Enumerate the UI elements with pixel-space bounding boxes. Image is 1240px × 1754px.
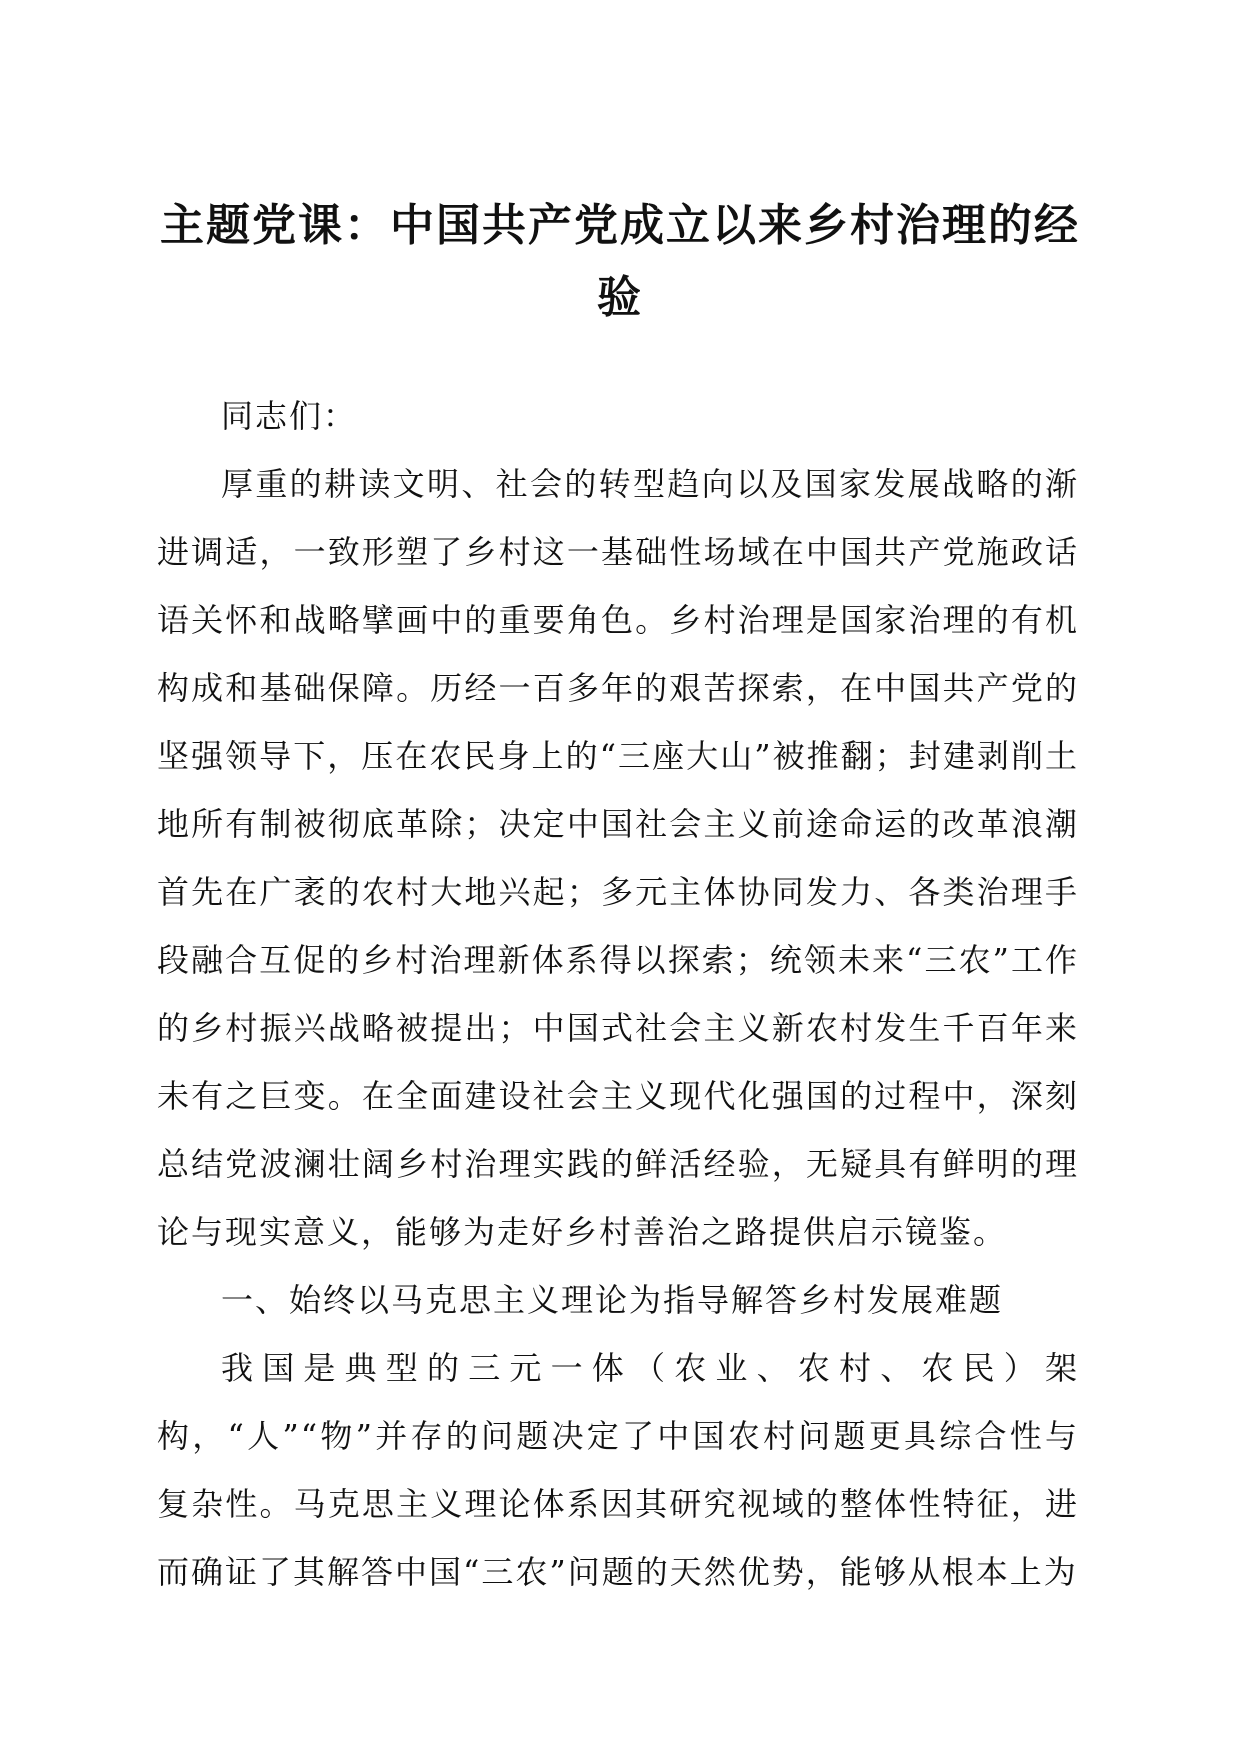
section-heading: 一、始终以马克思主义理论为指导解答乡村发展难题 <box>221 1281 1004 1319</box>
section-paragraph: 我国是典型的三元一体（农业、农村、农民）架构，“人”“物”并存的问题决定了中国农村问题更具综合性与复杂性。马克思主义理论体系因其研究视域的整体性特征，进而确证了其解答中国“三农”问题的天然优势，能够从根本上为 <box>157 1349 1079 1591</box>
greeting: 同志们： <box>221 397 358 435</box>
document-title: 主题党课：中国共产党成立以来乡村治理的经验 <box>160 200 1080 323</box>
intro-paragraph: 厚重的耕读文明、社会的转型趋向以及国家发展战略的渐进调适，一致形塑了乡村这一基础性场域在中国共产党施政话语关怀和战略擘画中的重要角色。乡村治理是国家治理的有机构成和基础保障。历经一百多年的艰苦探索，在中国共产党的坚强领导下，压在农民身上的“三座大山”被推翻；封建剥削土地所有制被彻底革除；决定中国社会主义前途命运的改革浪潮首先在广袤的农村大地兴起；多元主体协同发力、各类治理手段融合互促的乡村治理新体系得以探索；统领未来“三农”工作的乡村振兴战略被提出；中国式社会主义新农村发生千百年来未有之巨变。在全面建设社会主义现代化强国的过程中，深刻总结党波澜壮阔乡村治理实践的鲜活经验，无疑具有鲜明的理论与现实意义，能够为走好乡村善治之路提供启示镜鉴。 <box>157 465 1079 1251</box>
document-body <box>157 382 1079 1606</box>
